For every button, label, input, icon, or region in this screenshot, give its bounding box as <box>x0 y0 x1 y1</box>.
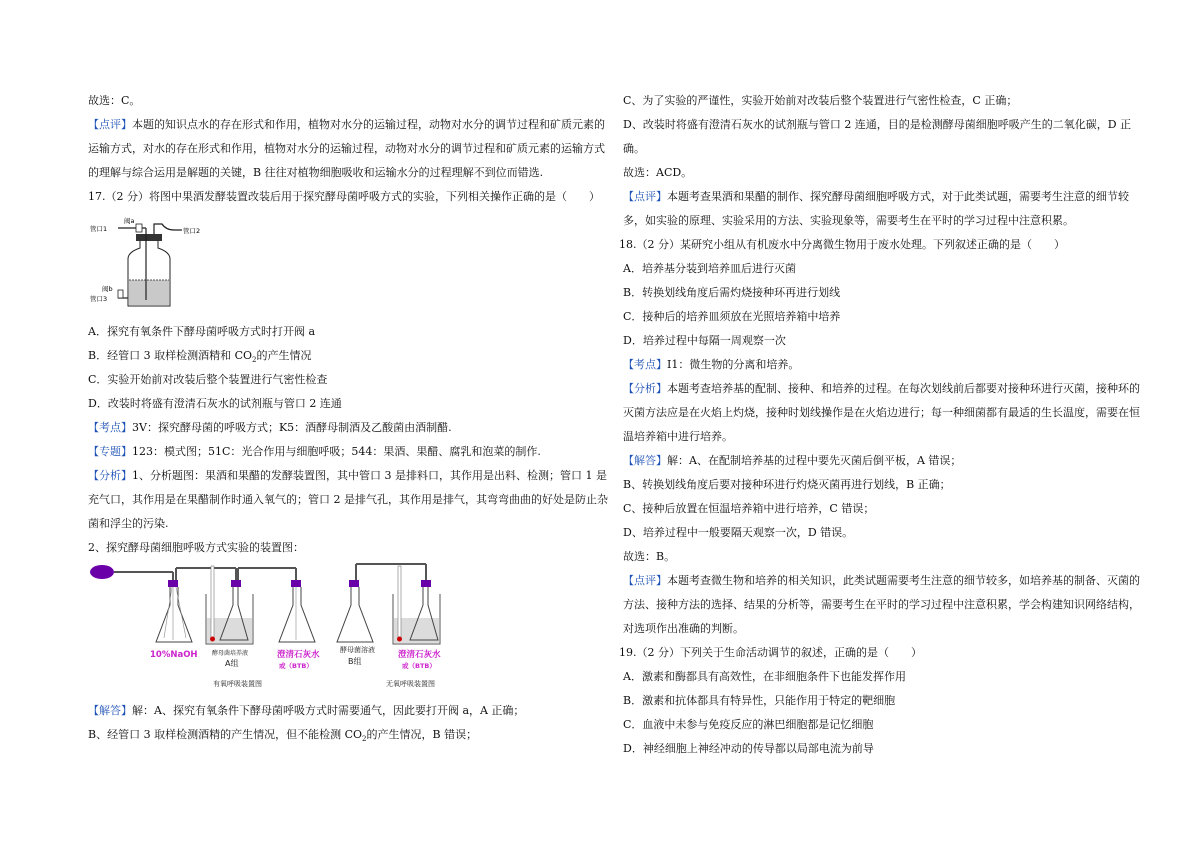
fenxi-paragraph: 【分析】1、分析题图：果酒和果醋的发酵装置图，其中管口 3 是排料口，其作用是出料、检测；管口 1 是 <box>88 469 607 482</box>
answer-line: 故选：C。 <box>88 94 141 107</box>
q18-option-a: A．培养基分装到培养皿后进行灭菌 <box>623 262 796 275</box>
option-a: A．探究有氧条件下酵母菌呼吸方式时打开阀 a <box>88 325 315 338</box>
fenxi-paragraph-2: 【分析】本题考查培养基的配制、接种、和培养的过程。在每次划线前后都要对接种环进行灭菌，接种环的 <box>623 382 1140 395</box>
choice-line-2: 故选：B。 <box>623 550 676 563</box>
comment-paragraph <box>88 113 605 137</box>
q19-option-a: A．激素和酶都具有高效性，在非细胞条件下也能发挥作用 <box>623 670 906 683</box>
fenxi-line: 菌和浮尘的污染. <box>88 517 169 530</box>
fenxi-line-2: 温培养箱中进行培养。 <box>623 430 733 443</box>
flask-naoh <box>156 587 192 642</box>
answer-d: D、改装时将盛有澄清石灰水的试剂瓶与管口 2 连通，目的是检测酵母菌细胞呼吸产生的二氧化碳，D 正 <box>623 118 1132 131</box>
thermometer-a <box>211 566 214 638</box>
comment-text: 本题的知识点水的存在形式和作用，植物对水分的运输过程，动物对水分的调节过程和矿质元素的 <box>132 118 605 131</box>
label-valve-a: 阀a <box>124 217 135 225</box>
choice-line: 故选：ACD。 <box>623 166 693 179</box>
label-port-2: 管口2 <box>183 227 201 235</box>
comment-line: 运输方式，对水的存在形式和作用，植物对水分的运输过程，动物对水分的调节过程和矿质元素的运输方式 <box>88 142 605 155</box>
label-group-a: A组 <box>225 659 239 668</box>
option-b: B．经管口 3 取样检测酒精和 $CO_2$的产生情况 <box>88 349 312 365</box>
q18-option-d: D．培养过程中每隔一周观察一次 <box>623 334 786 347</box>
label-port-3: 管口3 <box>90 295 108 303</box>
q19-option-b: B．激素和抗体都具有特异性，只能作用于特定的靶细胞 <box>623 694 896 707</box>
label-culture: 酵母菌培养液 <box>212 650 249 657</box>
jieda-line-2: C、接种后放置在恒温培养箱中进行培养，C 错误； <box>623 502 875 515</box>
tube-2 <box>154 224 182 234</box>
comment-line-3: 方法、接种方法的选择、结果的分析等，需要考生在平时的学习过程中注意积累，学会构建知识网络结构， <box>623 598 1140 611</box>
comment-line: 的理解与综合运用是解题的关键，B 往往对植物细胞吸收和运输水分的过程理解不到位而错选. <box>88 166 544 179</box>
q19-option-d: D．神经细胞上神经冲动的传导都以局部电流为前导 <box>623 742 874 755</box>
comment-paragraph-3: 【点评】本题考查微生物和培养的相关知识，此类试题需要考生注意的细节较多，如培养基的制备、灭菌的 <box>623 574 1140 587</box>
comment-line-3: 对选项作出准确的判断。 <box>623 622 744 635</box>
liquid <box>129 280 169 305</box>
fermentation-apparatus-figure <box>88 214 228 314</box>
pump-bulb <box>90 565 114 579</box>
jieda-paragraph-2: 【解答】解：A、在配制培养基的过程中要先灭菌后倒平板，A 错误； <box>623 454 962 467</box>
stopper <box>136 234 162 241</box>
q19-option-c: C．血液中未参与免疫反应的淋巴细胞都是记忆细胞 <box>623 718 874 731</box>
fenxi-line: 2、探究酵母菌细胞呼吸方式实验的装置图： <box>88 541 304 554</box>
jieda-line-2: D、培养过程中一般要隔天观察一次，D 错误。 <box>623 526 854 539</box>
label-naoh: 10%NaOH <box>150 650 198 660</box>
fenxi-line: 充气口，其作用是在果醋制作时通入氧气的；管口 2 是排气孔，其作用是排气，其弯弯曲曲的好处是防止杂 <box>88 493 608 506</box>
respiration-apparatus-figure <box>88 560 488 695</box>
valve-a <box>136 224 142 232</box>
label-limewater-1b: 或（BTB） <box>279 662 313 670</box>
flask-yeast-b <box>337 587 373 642</box>
option-c: C．实验开始前对改装后整个装置进行气密性检查 <box>88 373 328 386</box>
jieda-line: B、经管口 3 取样检测酒精的产生情况，但不能检测 $CO_2$的产生情况，B 错误； <box>88 728 478 744</box>
comment-tag: 【点评】 <box>88 118 132 131</box>
label-group-b: B组 <box>348 657 362 666</box>
valve-b <box>118 290 123 298</box>
comment-line-2: 多，如实验的原理、实验采用的方法、实验现象等，需要考生在平时的学习过程中注意积累。 <box>623 214 1074 227</box>
label-valve-b: 阀b <box>102 285 113 293</box>
answer-c: C、为了实验的严谨性，实验开始前对改装后整个装置进行气密性检查，C 正确； <box>623 94 1018 107</box>
fenxi-line-2: 灭菌方法应是在火焰上灼烧，接种时划线操作是在火焰边进行；每一种细菌都有最适的生长温度，需要在恒 <box>623 406 1140 419</box>
question-17: 17.（2 分）将图中果酒发酵装置改装后用于探究酵母菌呼吸方式的实验，下列相关操作正确的是（ ） <box>88 190 600 203</box>
jieda-line-2: B、转换划线角度后要对接种环进行灼烧灭菌再进行划线，B 正确； <box>623 478 951 491</box>
flask-limewater-1 <box>279 587 315 642</box>
label-yeast: 酵母菌溶液 <box>340 646 375 654</box>
jieda-paragraph: 【解答】解：A、探究有氧条件下酵母菌呼吸方式时需要通气，因此要打开阀 a，A 正确； <box>88 704 525 717</box>
comment-paragraph-2: 【点评】本题考查果酒和果醋的制作、探究酵母菌细胞呼吸方式，对于此类试题，需要考生注意的细节较 <box>623 190 1129 203</box>
label-anaerobic: 无氧呼吸装置图 <box>386 680 435 688</box>
thermometer-b <box>398 566 401 638</box>
question-18: 18.（2 分）某研究小组从有机废水中分离微生物用于废水处理。下列叙述正确的是（ ） <box>619 238 1065 251</box>
q18-option-c: C．接种后的培养皿须放在光照培养箱中培养 <box>623 310 841 323</box>
label-limewater-1: 澄清石灰水 <box>277 650 320 660</box>
question-19: 19.（2 分）下列关于生命活动调节的叙述，正确的是（ ） <box>619 646 922 659</box>
label-limewater-2: 澄清石灰水 <box>398 650 441 660</box>
kaodian-paragraph: 【考点】3V：探究酵母菌的呼吸方式；K5：酒酵母制酒及乙酸菌由酒制醋. <box>88 421 452 434</box>
q18-option-b: B．转换划线角度后需灼烧接种环再进行划线 <box>623 286 841 299</box>
label-limewater-2b: 或（BTB） <box>402 662 436 670</box>
answer-d-cont: 确。 <box>623 142 645 155</box>
label-port-1: 管口1 <box>90 225 108 233</box>
zhuanti-paragraph: 【专题】123：模式图；51C：光合作用与细胞呼吸；544：果酒、果醋、腐乳和泡菜的制作. <box>88 445 541 458</box>
option-d: D．改装时将盛有澄清石灰水的试剂瓶与管口 2 连通 <box>88 397 342 410</box>
kaodian-paragraph-2: 【考点】I1：微生物的分离和培养。 <box>623 358 800 371</box>
label-aerobic: 有氧呼吸装置图 <box>213 680 262 688</box>
